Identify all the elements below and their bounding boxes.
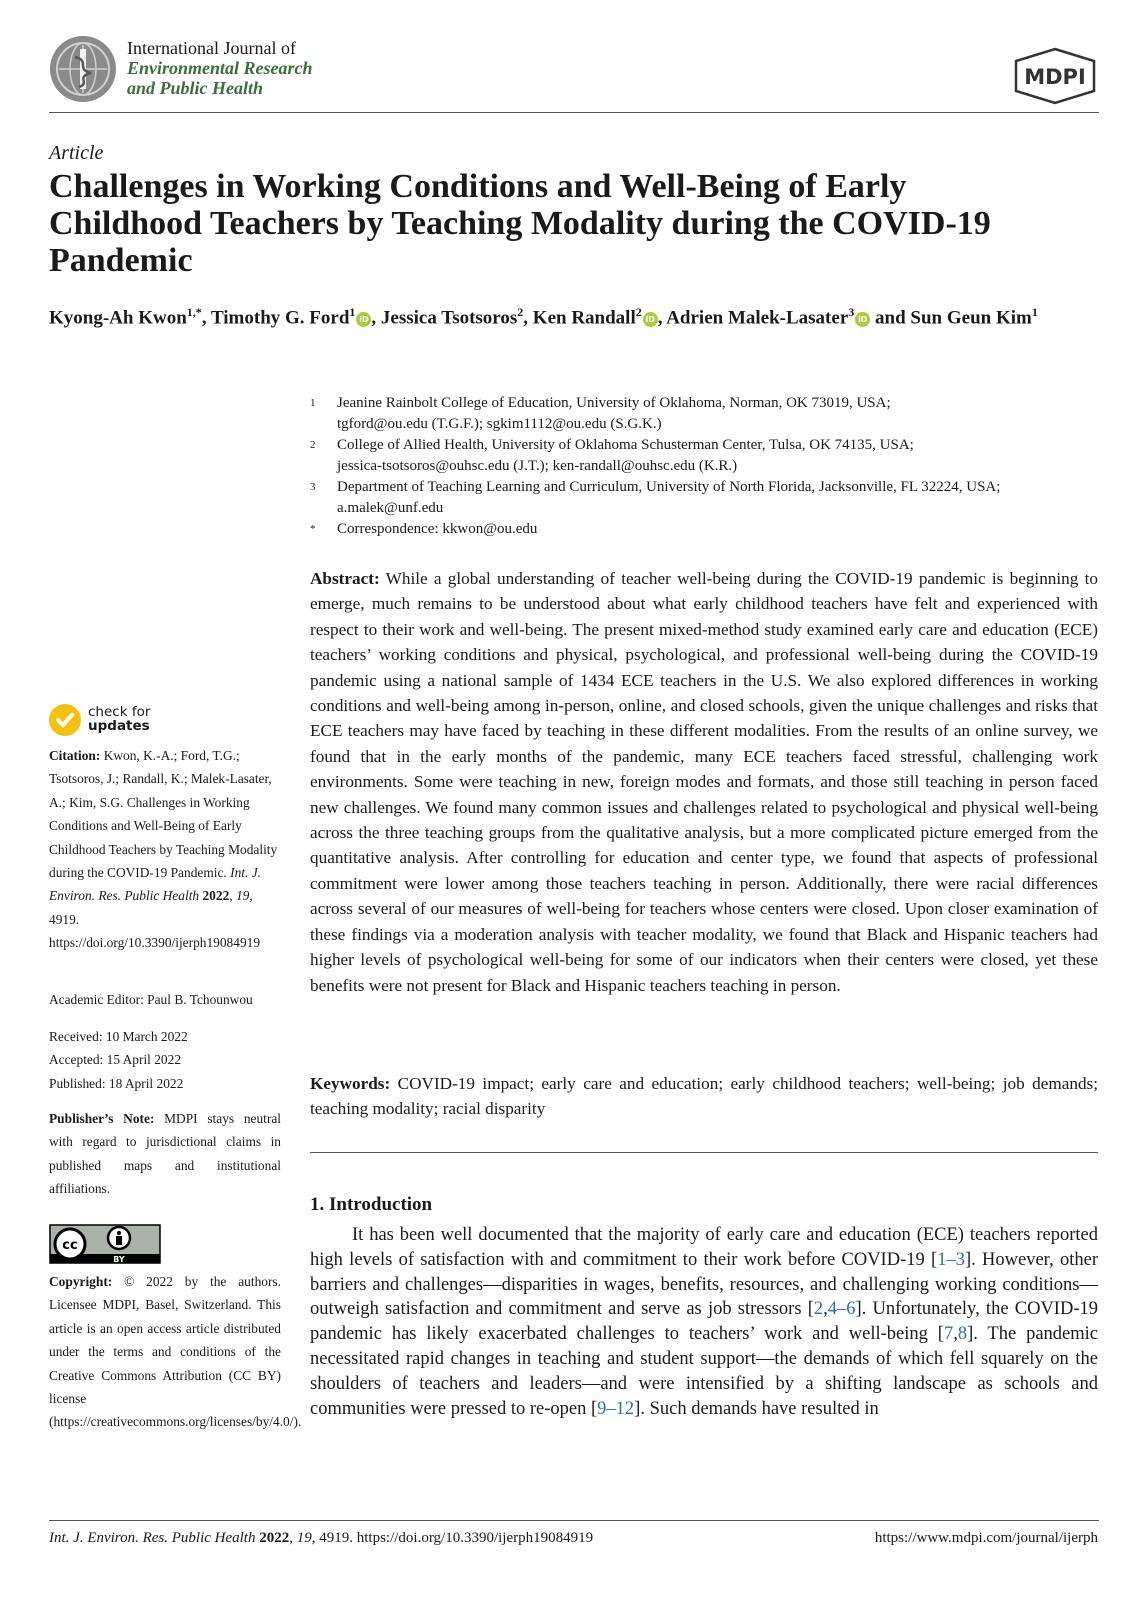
copyright-label: Copyright: bbox=[49, 1274, 113, 1289]
cc-by-license-icon[interactable] bbox=[49, 1224, 161, 1264]
author-affiliation-sup: 1 bbox=[349, 305, 356, 319]
author-separator: , bbox=[657, 307, 667, 329]
citation-link[interactable]: 4–6 bbox=[827, 1299, 856, 1320]
footer-year: 2022 bbox=[259, 1530, 290, 1546]
correspondence bbox=[310, 519, 1100, 540]
author-affiliation-sup: 1 bbox=[1031, 305, 1038, 319]
check-updates-line1: check for bbox=[88, 704, 151, 720]
affiliation-number: 3 bbox=[310, 481, 316, 493]
citation-volume: 19 bbox=[235, 888, 250, 904]
affiliations bbox=[310, 393, 1100, 540]
affiliation-emails[interactable]: a.malek@unf.edu bbox=[337, 500, 444, 516]
citation-separator: , bbox=[953, 1324, 958, 1345]
citation-link[interactable]: 9–12 bbox=[597, 1398, 635, 1419]
author-separator: , bbox=[523, 307, 533, 329]
academic-editor: Academic Editor: Paul B. Tchounwou bbox=[49, 992, 253, 1007]
affiliation-text: Department of Teaching Learning and Curriculum, University of North Florida, Jacksonville, FL 32224, USA; bbox=[337, 479, 1001, 495]
abstract bbox=[310, 566, 1098, 998]
footer-journal-url[interactable]: https://www.mdpi.com/journal/ijerph bbox=[874, 1530, 1098, 1546]
section-rule bbox=[310, 1152, 1098, 1153]
check-updates-icon bbox=[49, 704, 81, 736]
author-name[interactable]: Timothy G. Ford bbox=[210, 307, 350, 329]
footer-rule bbox=[49, 1520, 1099, 1521]
author-name[interactable]: Jessica Tsotsoros bbox=[380, 307, 518, 329]
citation-link[interactable]: 7 bbox=[943, 1324, 954, 1345]
citation-link[interactable]: 1–3 bbox=[937, 1249, 965, 1270]
keywords bbox=[310, 1071, 1098, 1122]
mdpi-logo-text: MDPI bbox=[1024, 65, 1086, 89]
citation-text: Kwon, K.-A.; Ford, T.G.; Tsotsoros, J.; Randall, K.; Malek-Lasater, A.; Kim, S.G. Challenges in Working Conditions and Well-Being of Early Childhood Teachers by Teaching Modality during the COVID-19 Pandemic. bbox=[49, 748, 278, 881]
affiliation-text: Jeanine Rainbolt College of Education, University of Oklahoma, Norman, OK 73019, USA; bbox=[337, 395, 891, 411]
abstract-text: While a global understanding of teacher well-being during the COVID-19 pandemic is beginning to emerge, much remains to be understood about what early childhood teachers have felt and experienced with respect to their work and well-being. The present mixed-method study examined early care and education (ECE) teachers’ working conditions and physical, psychological, and professional well-being during the COVID-19 pandemic using a national sample of 1434 ECE teachers in the U.S. We also explored differences in working conditions and well-being among in-person, online, and closed schools, given the unique challenges and risks that ECE teachers may have faced by teaching in these different modalities. From the results of an online survey, we found that in the early months of the pandemic, many ECE teachers faced stressful, challenging work environments. Some were teaching in new, foreign modes and formats, and those still teaching in person faced new challenges. We found many common issues and challenges related to psychological and physical well-being across the three teaching groups from the qualitative analysis, but a more complicated picture emerged from the quantitative analysis. After controlling for education and center type, we found that aspects of professional commitment were lower among those teachers teaching in person. Additionally, there were racial differences across several of our measures of well-being for teachers whose centers were closed. Upon closer examination of these findings via a moderation analysis with teacher modality, we found that Black and Hispanic teachers had higher levels of psychological well-being for some of our indicators when their centers were closed, yet these benefits were not present for Black and Hispanic teachers teaching in person. bbox=[310, 569, 1098, 995]
orcid-icon[interactable]: iD bbox=[356, 312, 371, 327]
journal-name-line3: and Public Health bbox=[127, 78, 264, 98]
citation-journal: Int. J. Environ. Res. Public Health bbox=[49, 865, 262, 904]
published-date: Published: 18 April 2022 bbox=[49, 1075, 184, 1091]
author-separator: , bbox=[201, 307, 211, 329]
affiliation-1 bbox=[310, 393, 1100, 435]
mdpi-logo-icon bbox=[1012, 47, 1098, 105]
keywords-label: Keywords: bbox=[310, 1074, 391, 1093]
journal-name-line2: Environmental Research bbox=[127, 58, 313, 78]
cc-badge-text: BY bbox=[113, 1255, 125, 1264]
footer-citation: Int. J. Environ. Res. Public Health 2022, 19, 4919. https://doi.org/10.3390/ijerph19084919 bbox=[49, 1530, 594, 1546]
author-name[interactable]: Sun Geun Kim bbox=[910, 307, 1032, 329]
affiliation-2 bbox=[310, 435, 1100, 477]
publisher-note bbox=[49, 1107, 281, 1201]
intro-text: ]. However, other barriers and challenges—disparities in wages, benefits, resources, and challenging working conditions—outweigh satisfaction and commitment and serve as job stressors [ bbox=[310, 1249, 1098, 1320]
citation-separator: , bbox=[823, 1299, 828, 1320]
author-separator: and bbox=[870, 307, 911, 329]
svg-text:cc: cc bbox=[62, 1238, 78, 1253]
journal-name-line1: International Journal of bbox=[127, 38, 296, 58]
author-separator: , bbox=[371, 307, 381, 329]
affiliation-number: 2 bbox=[310, 439, 316, 451]
citation-link[interactable]: 8 bbox=[957, 1324, 968, 1345]
check-for-updates-button[interactable] bbox=[49, 704, 179, 740]
check-updates-line2: updates bbox=[88, 718, 150, 734]
journal-logo-icon bbox=[49, 35, 117, 103]
footer-volume: 19 bbox=[296, 1530, 312, 1546]
affiliation-3 bbox=[310, 477, 1100, 519]
abstract-label: Abstract: bbox=[310, 569, 380, 588]
header-rule bbox=[49, 112, 1099, 113]
article-title: Challenges in Working Conditions and Well-Being of Early Childhood Teachers by Teaching Modality during the COVID-19 Pandemic bbox=[49, 168, 991, 279]
affiliation-text: College of Allied Health, University of Oklahoma Schusterman Center, Tulsa, OK 74135, USA; bbox=[337, 437, 914, 453]
received-date: Received: 10 March 2022 bbox=[49, 1029, 188, 1044]
author-affiliation-sup: 2 bbox=[635, 305, 642, 319]
orcid-icon[interactable]: iD bbox=[855, 312, 870, 327]
intro-text: ]. The pandemic necessitated rapid changes in teaching and student support—the demands of which fell squarely on the shoulders of teachers and leaders—and were intensified by a shifting landscape as schools and communities were pressed to re-open [ bbox=[310, 1324, 1098, 1419]
citation-label: Citation: bbox=[49, 748, 101, 763]
author-name[interactable]: Adrien Malek-Lasater bbox=[666, 307, 849, 329]
footer-journal: Int. J. Environ. Res. Public Health bbox=[49, 1530, 256, 1546]
copyright-text: © 2022 by the authors. Licensee MDPI, Basel, Switzerland. This article is an open access article distributed under the terms and conditions of the Creative Commons Attribution (CC BY) license (https://creativecommons.org/licenses/by/4.0/). bbox=[49, 1274, 302, 1430]
correspondence-text[interactable]: Correspondence: kkwon@ou.edu bbox=[337, 521, 538, 537]
author-list bbox=[49, 300, 1049, 330]
affiliation-number: * bbox=[310, 523, 316, 535]
intro-text: It has been well documented that the majority of early care and education (ECE) teachers reported high levels of satisfaction with and commitment to their work before COVID-19 [ bbox=[310, 1225, 1098, 1270]
intro-text: ]. Such demands have resulted in bbox=[634, 1398, 879, 1419]
section-heading-introduction: 1. Introduction bbox=[310, 1194, 433, 1215]
orcid-icon[interactable]: iD bbox=[643, 312, 658, 327]
affiliation-number: 1 bbox=[310, 397, 316, 409]
citation-block: Citation: Kwon, K.-A.; Ford, T.G.; Tsotsoros, J.; Randall, K.; Malek-Lasater, A.; Kim, S.G. Challenges in Working Conditions and Well-Being of Early Childhood Teachers by Teaching Modality during the COVID-19 Pandemic. Int. J. Environ. Res. Public Health 2022, 19, 4919. https://doi.org/10.3390/ijerph19084919 bbox=[49, 748, 278, 951]
publisher-note-label: Publisher’s Note: bbox=[49, 1111, 155, 1126]
copyright-block bbox=[49, 1270, 302, 1434]
keywords-text: COVID-19 impact; early care and education; early childhood teachers; well-being; job demands; teaching modality; racial disparity bbox=[310, 1074, 1099, 1119]
citation-link[interactable]: 2 bbox=[813, 1299, 824, 1320]
author-name[interactable]: Kyong-Ah Kwon bbox=[49, 307, 187, 329]
article-type: Article bbox=[49, 142, 104, 164]
publisher-note-text: MDPI stays neutral with regard to jurisdictional claims in published maps and institutional affiliations. bbox=[49, 1111, 281, 1197]
footer-doi[interactable]: , 4919. https://doi.org/10.3390/ijerph19084919 bbox=[311, 1530, 594, 1546]
affiliation-emails[interactable]: jessica-tsotsoros@ouhsc.edu (J.T.); ken-randall@ouhsc.edu (K.R.) bbox=[337, 458, 738, 474]
accepted-date: Accepted: 15 April 2022 bbox=[49, 1052, 182, 1068]
citation-year: 2022 bbox=[202, 888, 230, 904]
author-affiliation-sup: 3 bbox=[848, 305, 855, 319]
journal-name bbox=[127, 38, 313, 98]
introduction-paragraph bbox=[310, 1223, 1098, 1421]
author-affiliation-sup: 1,* bbox=[186, 305, 202, 319]
author-name[interactable]: Ken Randall bbox=[532, 307, 636, 329]
publication-dates bbox=[49, 1025, 281, 1095]
affiliation-emails[interactable]: tgford@ou.edu (T.G.F.); sgkim1112@ou.edu (S.G.K.) bbox=[337, 416, 662, 432]
intro-text: ]. Unfortunately, the COVID-19 pandemic has likely exacerbated challenges to teachers’ work and well-being [ bbox=[310, 1299, 1098, 1345]
citation-doi[interactable]: , 4919. https://doi.org/10.3390/ijerph19084919 bbox=[49, 888, 261, 951]
author-affiliation-sup: 2 bbox=[517, 305, 524, 319]
